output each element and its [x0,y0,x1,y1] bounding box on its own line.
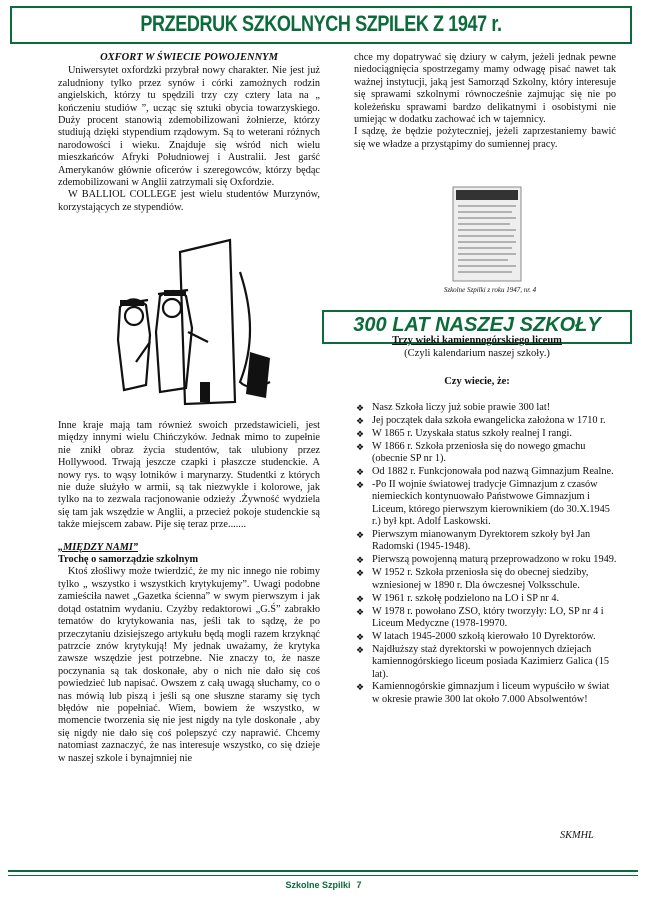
paragraph: I sądzę, że będzie pożyteczniej, jeżeli zaprzestaniemy bawić się we władze a przystąpimy do sumiennej pracy. [354,126,616,150]
section-heading: „MIĘDZY NAMI” [58,541,139,553]
footer-rule-thin [8,875,638,876]
list-item: ❖ Pierwszym mianowanym Dyrektorem szkoły był Jan Radomski (1945-1948). [356,529,591,553]
bullet-icon: ❖ [356,467,365,478]
list-item: ❖ Od 1882 r. Funkcjonowała pod nazwą Gimnazjum Realne. [356,466,614,478]
bullet-icon: ❖ [356,428,365,439]
signature: SKMHL [560,830,594,841]
list-item: ❖ W 1952 r. Szkoła przeniosła się do obecnej siedziby, wzniesionej w 1890 r. Dla ówczesnej Volksschule. [356,567,589,591]
footer-rule [8,870,638,872]
list-intro: Czy wiecie, że: [444,376,510,387]
bullet-icon: ❖ [356,403,365,413]
student-illustration [100,232,290,412]
page-footer [0,880,647,890]
bullet-icon: ❖ [356,631,365,642]
section-title: 300 LAT NASZEJ SZKOŁY [353,314,601,336]
bullet-icon: ❖ [356,593,365,604]
left-column-top [58,52,320,214]
section-subheading: Trochę o samorządzie szkolnym [58,554,199,566]
list-item: ❖ W latach 1945-2000 szkołą kierowało 10 Dyrektorów. [356,630,596,642]
article-heading: OXFORT W ŚWIECIE POWOJENNYM [100,52,278,63]
page-number: 7 [356,880,362,890]
paragraph: W BALLIOL COLLEGE jest wielu studentów Murzynów, korzystających ze stypendiów. [58,189,320,213]
bullet-icon: ❖ [356,568,365,579]
left-column-bottom [58,420,320,765]
list-item: ❖ W 1961 r. szkołę podzielono na LO i SP nr 4. [356,592,560,604]
newspaper-photo [452,186,522,282]
bullet-icon: ❖ [356,530,365,541]
paragraph: Inne kraje mają tam również swoich przedstawicieli, jest między innymi wielu Chińczyków. Jednak mimo to zupełnie nie znikł obraz życia studentów, tak ulubiony przez Hollywood. Trwają jeszcze czapki i płaszcze studenckie. A nowy rys. to wąsy lotników i marynarzy. Studentki z których nie duże służyło w armii, są tak niezwykle i kolorowe, jak tylko na to zezwala racjonowanie odzieży .Żywność wydziela się tam jak wszędzie w Anglii, a przecież pokoje studenckie są także miejscem zabaw. Pije się teraz prze....... [58,420,320,531]
right-column-top [354,52,616,151]
list-item: ❖ Najdłuższy staż dyrektorski w powojennych dziejach kamiennogórskiego liceum posiada Kazimierz Galica (15 lat). [356,643,610,680]
list-item: ❖ W 1978 r. powołano ZSO, który tworzyły: LO, SP nr 4 i Liceum Medyczne (1978-19970. [356,605,604,629]
list-item: ❖ W 1865 r. Uzyskała status szkoły realnej I rangi. [356,427,572,439]
paragraph: Ktoś złośliwy może twierdzić, że my nic innego nie robimy tylko „ wszystko i wszystkich krytykujemy”. Uwagi podobne zamieściła nawet „Gazetka ścienna” w swym pierwszym i jak dotąd ostatnim wydaniu. Czyżby redaktorowi „G.Ś” zabrakło tematów do krytykowania nas, jeśli tak to sądzę, że po przeczytaniu dzisiejszego artykułu będą mogli razem krzyknąć patrzcie znów krytykują! My jednak uważamy, że krytyka zawsze wszędzie jest potrzebne. Nie znaczy to, że nasze poczynania są tak doskonałe, aby o nich nie dało się coś powiedzieć lub napisać. Owszem z całą uwagą słuchamy, co o nas mówią lub piszą i jeśli są one słuszne staramy się tych błędów nie popełniać. Wiem, bowiem że wszystko, w momencie tworzenia się nie jest nigdy na tyle doskonałe , aby się nigdy nie dało się coś polepszyć czy naprawić. Chcemy natomiast zaznaczyć, że nas interesuje wszystko, co się dzieje w naszej szkole i bynajmniej nie [58,566,320,764]
bullet-icon: ❖ [356,441,365,452]
bullet-icon: ❖ [356,682,365,693]
timeline-list [356,402,618,707]
section-subtitle-2: (Czyli kalendarium naszej szkoły.) [404,348,550,359]
list-item: ❖ W 1866 r. Szkoła przeniosła się do nowego gmachu (obecnie SP nr 1). [356,440,586,465]
list-item: ❖ Nasz Szkoła liczy już sobie prawie 300 lat! [356,402,551,413]
bullet-icon: ❖ [356,606,365,617]
bullet-icon: ❖ [356,644,365,655]
paragraph: Uniwersytet oxfordzki przybrał nowy charakter. Nie jest już zaludniony tylko przez synów i córki zamożnych rodzin angielskich, którzy tu spędzili trzy czy cztery lata na „ kończeniu studiów ”, ucząc się sztuki obycia towarzyskiego. Duży procent stanowią zdemobilizowani żołnierze, którzy studiują dzięki stypendium rządowym. Są to weterani różnych narodowości i wieku. Znajduje się wśród nich wielu mieszkańców Afryki Południowej i Australii. Jest garść Amerykanów głównie oficerów i szeregowców, którzy będąc zdemobilizowani w Anglii zatrzymali się Oxfordzie. [58,65,320,189]
header-banner [10,6,632,44]
list-item: ❖ Kamiennogórskie gimnazjum i liceum wypuściło w świat w okresie prawie 300 lat około 7.000 Absolwentów! [356,681,610,705]
page-title: PRZEDRUK SZKOLNYCH SZPILEK Z 1947 r. [140,11,502,36]
list-item: ❖ -Po II wojnie światowej tradycje Gimnazjum z czasów niemieckich kontynuowało Państwowe Gimnazjum i Liceum, którego pierwszym kierownikiem (do 30.X.1945 r.) był kpt. Adolf Laskowski. [356,478,610,528]
photo-caption: Szkolne Szpilki z roku 1947, nr. 4 [443,286,537,294]
list-item: ❖ Pierwszą powojenną maturą przeprowadzono w roku 1949. [356,554,617,566]
list-item: ❖ Jej początek dała szkoła ewangelicka założona w 1710 r. [356,414,606,426]
publication-name: Szkolne Szpilki [285,880,351,890]
bullet-icon: ❖ [356,555,365,566]
section-subtitle: Trzy wieki kamiennogórskiego liceum [392,335,562,346]
paragraph: chce my dopatrywać się dziury w całym, jeżeli jednak pewne niedociągnięcia spostrzegamy mamy odwagę pisać nawet tak ważnej instytucji, jaką jest Samorząd Szkolny, który interesuje się sprawami szkolnymi równocześnie zajmując się nie po koleżeńsku sprawami bardzo delikatnymi i osobistymi nie umiejąc w dodatku zachować ich w tajemnicy. [354,52,616,126]
bullet-icon: ❖ [356,479,365,490]
bullet-icon: ❖ [356,415,365,426]
